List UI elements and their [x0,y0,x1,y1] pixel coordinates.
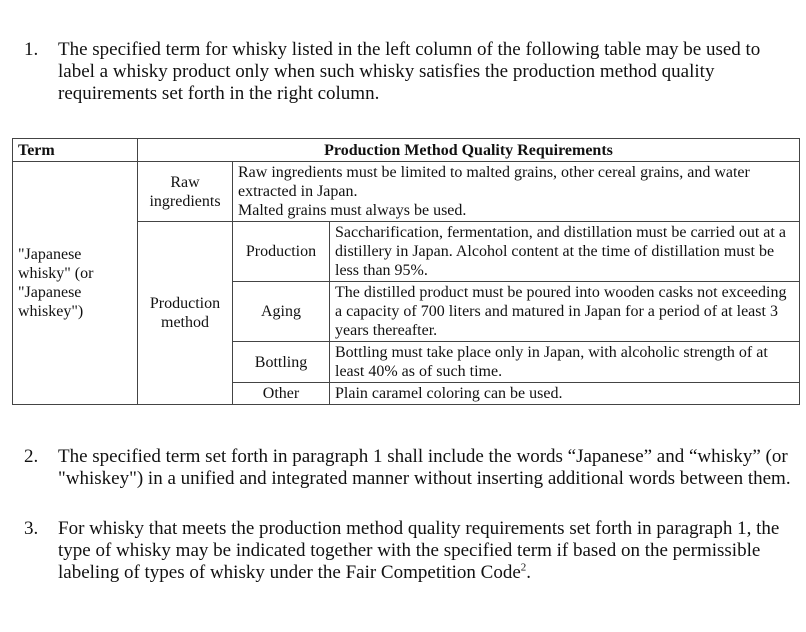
aging-label: Aging [233,282,330,342]
production-label: Production [233,222,330,282]
paragraph-number: 1. [24,39,39,60]
raw-ingredients-requirements [233,162,800,222]
table-row-raw-ingredients [13,162,800,222]
raw-ingredients-line-1: Raw ingredients must be limited to malted grains, other cereal grains, and water extracted in Japan. [238,164,750,200]
term-cell: "Japanese whisky" (or "Japanese whiskey") [13,162,138,405]
raw-ingredients-label: Raw ingredients [138,162,233,222]
bottling-label: Bottling [233,342,330,383]
bottling-requirement: Bottling must take place only in Japan, with alcoholic strength of at least 40% as of such time. [330,342,800,383]
footnote-marker: 2 [520,561,527,574]
other-requirement: Plain caramel coloring can be used. [330,383,800,405]
paragraph-1 [24,39,794,105]
paragraph-text [58,518,794,584]
paragraph-text: The specified term for whisky listed in the left column of the following table may be used to label a whisky product only when such whisky satisfies the production method quality requirements set forth in the right column. [58,39,761,104]
table-header-row [13,139,800,162]
aging-requirement: The distilled product must be poured into wooden casks not exceeding a capacity of 700 liters and matured in Japan for a period of at least 3 years thereafter. [330,282,800,342]
raw-ingredients-line-2: Malted grains must always be used. [238,202,467,219]
paragraph-2 [24,446,794,490]
production-method-label: Production method [138,222,233,405]
paragraph-number: 2. [24,446,39,467]
header-requirements: Production Method Quality Requirements [138,139,800,162]
paragraph-text: The specified term set forth in paragraph 1 shall include the words “Japanese” and “whisky” (or "whiskey") in a unified and integrated manner without inserting additional words between them. [58,446,791,489]
production-requirement: Saccharification, fermentation, and distillation must be carried out at a distillery in Japan. Alcohol content at the time of distillation must be less than 95%. [330,222,800,282]
paragraph-end: . [526,562,532,583]
paragraph-body: For whisky that meets the production method quality requirements set forth in paragraph 1, the type of whisky may be indicated together with the specified term if based on the permissible labeling of types of whisky under the Fair Competition Code [58,518,780,583]
requirements-table [12,138,800,405]
other-label: Other [233,383,330,405]
paragraph-3 [24,518,794,584]
header-term: Term [13,139,138,162]
paragraph-number: 3. [24,518,39,539]
